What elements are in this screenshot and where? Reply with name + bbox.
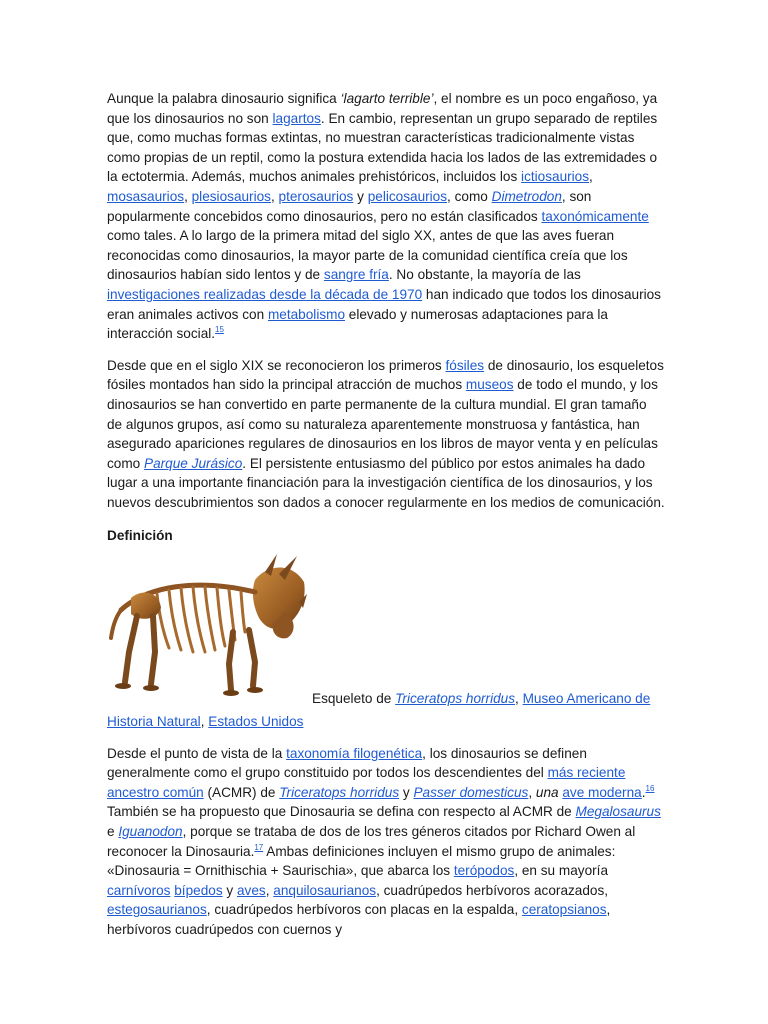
reference-15[interactable]: 15	[215, 325, 224, 335]
text: , son popularmente concebidos como dinosaurios, pero no están clasificados	[107, 188, 592, 224]
text: y	[399, 784, 414, 800]
link-ictiosaurios[interactable]: ictiosaurios	[521, 169, 590, 185]
figure-triceratops	[107, 552, 665, 712]
text: (ACMR) de	[203, 784, 280, 800]
text: Esqueleto de	[312, 691, 396, 707]
text: .	[641, 784, 646, 800]
document-body	[107, 89, 665, 940]
link-dimetrodon[interactable]: Dimetrodon	[491, 188, 562, 204]
text: , cuadrúpedos herbívoros acorazados,	[376, 882, 609, 898]
text: e	[107, 824, 119, 840]
link-teropodos[interactable]: terópodos	[453, 863, 515, 879]
text: han indicado que todos los dinosaurios eran animales activos con	[107, 286, 661, 322]
text: ,	[184, 188, 192, 204]
text: ,	[270, 188, 279, 204]
text: ,	[528, 784, 536, 800]
paragraph-definition	[107, 744, 665, 940]
text: ,	[515, 691, 523, 707]
text: , los dinosaurios se definen generalmente como el grupo constituido por todos los descendientes del	[107, 745, 587, 781]
link-ceratopsianos[interactable]: ceratopsianos	[521, 902, 607, 918]
link-mosasaurios[interactable]: mosasaurios	[107, 188, 185, 204]
reference-16[interactable]: 16	[645, 783, 655, 793]
link-megalosaurus[interactable]: Megalosaurus	[575, 804, 661, 820]
link-estegosaurianos[interactable]: estegosaurianos	[107, 902, 207, 918]
text: de dinosaurio, los esqueletos fósiles montados han sido la principal atracción de muchos	[107, 357, 664, 393]
text: . En cambio, representan un grupo separado de reptiles que, como muchas formas extintas, no muestran características tradicionalmente vistas como propias de un reptil, como la postura extendida hacia los lados de las extremidades o la ectotermia. Además, muchos animales prehistóricos, incluidos los	[107, 110, 658, 185]
link-parque-jurasico[interactable]: Parque Jurásico	[144, 455, 243, 471]
text: ,	[200, 714, 209, 730]
link-passer-domesticus[interactable]: Passer domesticus	[413, 784, 529, 800]
figure-caption-line2	[107, 712, 665, 732]
link-taxonomia-filogenetica[interactable]: taxonomía filogenética	[286, 745, 423, 761]
text: Desde el punto de vista de la	[107, 745, 287, 761]
link-museos[interactable]: museos	[465, 377, 514, 393]
link-aves[interactable]: aves	[236, 882, 266, 898]
link-taxonomicamente[interactable]: taxonómicamente	[541, 208, 649, 224]
text: elevado y numerosas adaptaciones para la interacción social.	[107, 306, 608, 342]
text: como tales. A lo largo de la primera mitad del siglo XX, antes de que las aves fueran reconocidas como dinosaurios, la mayor parte de la comunidad científica creía que los dinosaurios habían sido lentos y de	[107, 228, 628, 283]
text: ,	[589, 169, 593, 185]
link-plesiosaurios[interactable]: plesiosaurios	[191, 188, 271, 204]
text: , en su mayoría	[514, 863, 609, 879]
link-pelicosaurios[interactable]: pelicosaurios	[367, 188, 448, 204]
paragraph-intro	[107, 89, 665, 344]
text: de todo el mundo, y los dinosaurios se han convertido en parte permanente de la cultura mundial. El gran tamaño de algunos grupos, así como su naturaleza aparentemente monstruosa y fantástica, han asegurado apariciones regulares de dinosaurios en los libros de mayor venta y en películas como	[107, 377, 658, 471]
link-ave-moderna[interactable]: ave moderna	[562, 784, 642, 800]
text: Aunque la palabra dinosaurio significa	[107, 91, 341, 106]
text-italic: una	[535, 784, 559, 800]
link-bipedos[interactable]: bípedos	[174, 882, 223, 898]
link-anquilosaurianos[interactable]: anquilosaurianos	[273, 882, 377, 898]
text: , como	[447, 188, 492, 204]
link-iguanodon[interactable]: Iguanodon	[118, 824, 183, 840]
text: También se ha propuesto que Dinosauria se defina con respecto al ACMR de	[107, 804, 576, 820]
link-fosiles[interactable]: fósiles	[445, 357, 485, 373]
link-ancestro-comun[interactable]: más reciente ancestro común	[107, 765, 626, 800]
link-triceratops[interactable]: Triceratops horridus	[279, 784, 400, 800]
text: . El persistente entusiasmo del público por estos animales ha dado lugar a una importante financiación para la investigación científica de los dinosaurios, y los nuevos descubrimientos son dados a conocer regularmente en los medios de comunicación.	[107, 455, 665, 510]
text: , cuadrúpedos herbívoros con placas en la espalda,	[206, 902, 522, 918]
text-italic: ‘lagarto terrible’	[340, 91, 434, 106]
text: . No obstante, la mayoría de las	[388, 267, 581, 283]
figure-caption-line1	[312, 689, 650, 709]
section-heading-definicion: Definición	[107, 528, 173, 544]
triceratops-skeleton-image	[107, 552, 307, 712]
reference-17[interactable]: 17	[254, 842, 264, 852]
link-pterosaurios[interactable]: pterosaurios	[278, 188, 354, 204]
paragraph-fossils	[107, 356, 665, 513]
link-investigaciones[interactable]: investigaciones realizadas desde la década de 1970	[107, 286, 423, 302]
link-estados-unidos[interactable]: Estados Unidos	[208, 714, 304, 730]
text: ,	[265, 882, 274, 898]
link-triceratops-horridus[interactable]: Triceratops horridus	[395, 691, 516, 707]
text: Desde que en el siglo XIX se reconocieron los primeros	[107, 357, 446, 373]
link-museo-americano[interactable]: Museo Americano de	[522, 691, 651, 707]
text: Ambas definiciones incluyen el mismo grupo de animales: «Dinosauria = Ornithischia + Saurischia», que abarca los	[107, 843, 616, 879]
text: y	[222, 882, 237, 898]
link-historia-natural[interactable]: Historia Natural	[107, 714, 201, 730]
link-metabolismo[interactable]: metabolismo	[267, 306, 346, 322]
link-sangre-fria[interactable]: sangre fría	[323, 267, 389, 283]
text: , el nombre es un poco engañoso, ya que los dinosaurios no son	[107, 91, 658, 126]
link-lagartos[interactable]: lagartos	[272, 110, 321, 126]
text: y	[353, 188, 368, 204]
link-carnivoros[interactable]: carnívoros	[107, 882, 171, 898]
text: , herbívoros cuadrúpedos con cuernos y	[107, 902, 611, 937]
text: , porque se trataba de dos de los tres géneros citados por Richard Owen al reconocer la Dinosauria.	[107, 824, 636, 859]
